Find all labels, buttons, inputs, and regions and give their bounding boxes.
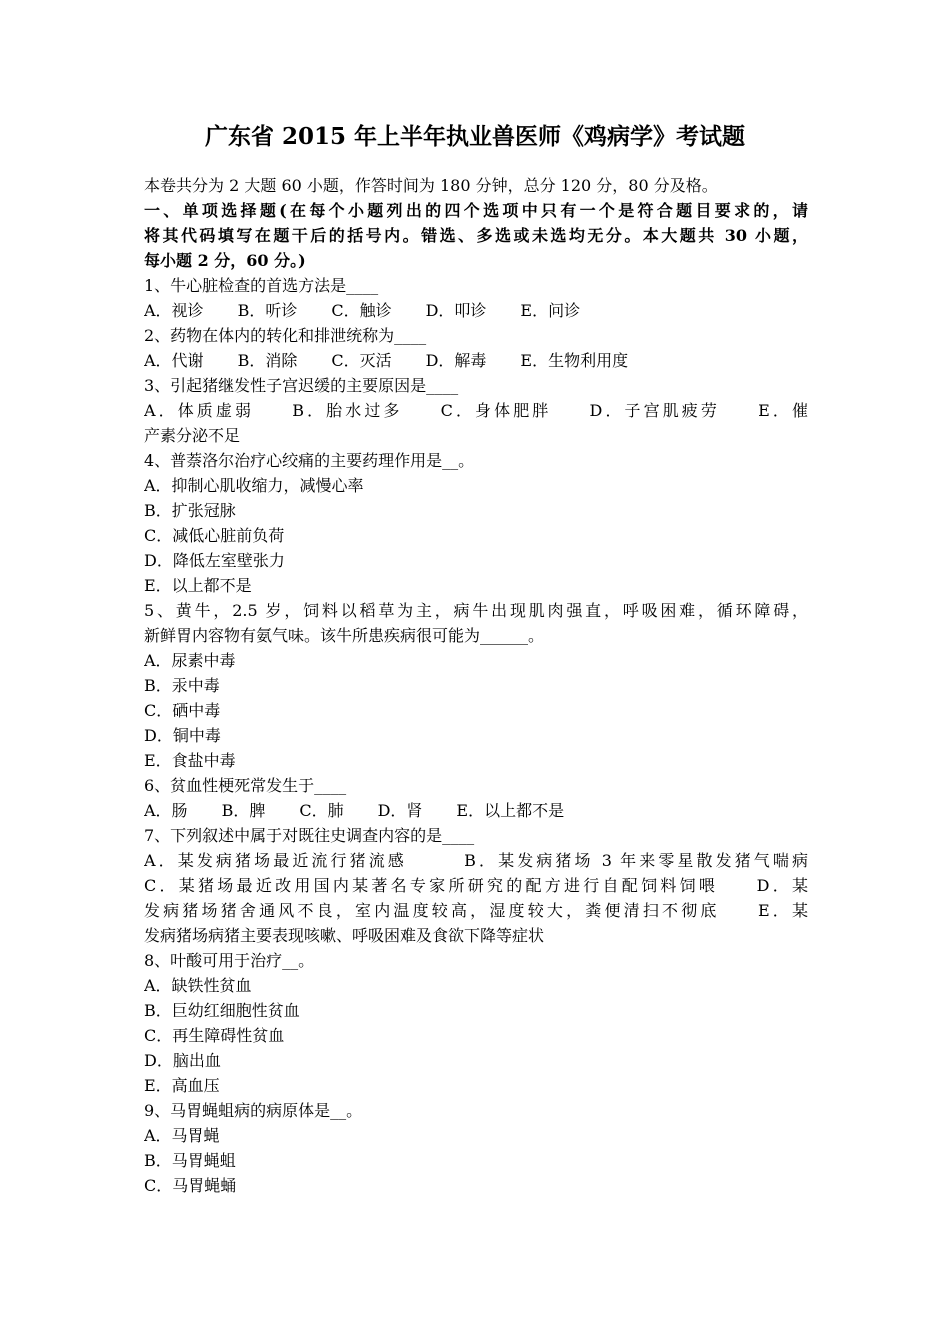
- option-c: C．触诊: [331, 301, 392, 320]
- question-4-option-b: B．扩张冠脉: [144, 501, 236, 520]
- question-4-option-c: C．减低心脏前负荷: [144, 526, 285, 545]
- option-b: B．脾: [221, 801, 266, 820]
- question-8-option-c: C．再生障碍性贫血: [144, 1026, 285, 1045]
- question-1-stem: 1、牛心脏检查的首选方法是____: [144, 276, 379, 295]
- option-d: D．解毒: [425, 351, 487, 370]
- question-8-option-d: D．脑出血: [144, 1051, 221, 1070]
- section-heading-line-2: 将其代码填写在题干后的括号内。错选、多选或未选均无分。本大题共 30 小题，: [144, 226, 808, 245]
- question-9-stem: 9、马胃蝇蛆病的病原体是__。: [144, 1101, 363, 1120]
- option-b: B．消除: [237, 351, 298, 370]
- question-6-stem: 6、贫血性梗死常发生于____: [144, 776, 347, 795]
- question-5-option-d: D．铜中毒: [144, 726, 221, 745]
- document-body: [144, 173, 808, 1198]
- question-7-options-line-4: 发病猪场病猪主要表现咳嗽、呼吸困难及食欲下降等症状: [144, 926, 545, 945]
- question-3-options-line-2: 产素分泌不足: [144, 426, 241, 445]
- question-6-options: [144, 798, 808, 823]
- question-7-options-line-1: A．某发病猪场最近流行猪流感 B．某发病猪场 3 年来零星散发猪气喘病: [144, 851, 808, 870]
- question-4-option-e: E．以上都不是: [144, 576, 252, 595]
- question-3-stem: 3、引起猪继发性子宫迟缓的主要原因是____: [144, 376, 459, 395]
- option-c: C．灭活: [331, 351, 392, 370]
- question-5-option-a: A．尿素中毒: [144, 651, 236, 670]
- option-b: B．听诊: [237, 301, 298, 320]
- question-4-option-d: D．降低左室壁张力: [144, 551, 285, 570]
- question-2-stem: 2、药物在体内的转化和排泄统称为____: [144, 326, 427, 345]
- question-9-option-b: B．马胃蝇蛆: [144, 1151, 236, 1170]
- question-4-stem: 4、普萘洛尔治疗心绞痛的主要药理作用是__。: [144, 451, 475, 470]
- question-9-option-a: A．马胃蝇: [144, 1126, 220, 1145]
- section-heading-line-3: 每小题 2 分，60 分。): [144, 251, 306, 270]
- question-7-options-line-2: C．某猪场最近改用国内某著名专家所研究的配方进行自配饲料饲喂 D．某: [144, 876, 808, 895]
- option-e: E．问诊: [520, 301, 581, 320]
- question-1-options: [144, 298, 808, 323]
- option-e: E．以上都不是: [456, 801, 565, 820]
- option-d: D．叩诊: [425, 301, 487, 320]
- question-4-option-a: A．抑制心肌收缩力，减慢心率: [144, 476, 364, 495]
- question-8-option-b: B．巨幼红细胞性贫血: [144, 1001, 300, 1020]
- question-5-stem-line-1: 5、黄牛，2.5 岁，饲料以稻草为主，病牛出现肌肉强直，呼吸困难，循环障碍，: [144, 601, 808, 620]
- question-7-stem: 7、下列叙述中属于对既往史调查内容的是____: [144, 826, 475, 845]
- option-a: A．视诊: [144, 301, 204, 320]
- question-8-option-a: A．缺铁性贫血: [144, 976, 252, 995]
- page-title: 广东省 2015 年上半年执业兽医师《鸡病学》考试题: [204, 123, 746, 150]
- question-5-option-c: C．硒中毒: [144, 701, 221, 720]
- option-a: A．肠: [144, 801, 188, 820]
- question-5-option-b: B．汞中毒: [144, 676, 220, 695]
- question-9-option-c: C．马胃蝇蛹: [144, 1176, 237, 1195]
- option-e: E．生物利用度: [520, 351, 629, 370]
- question-2-options: [144, 348, 808, 373]
- question-8-stem: 8、叶酸可用于治疗__。: [144, 951, 315, 970]
- option-c: C．肺: [299, 801, 344, 820]
- section-heading-line-1: 一、单项选择题(在每个小题列出的四个选项中只有一个是符合题目要求的，请: [144, 201, 808, 220]
- question-3-options-line-1: A．体质虚弱 B．胎水过多 C．身体肥胖 D．子宫肌疲劳 E．催: [144, 401, 808, 420]
- option-a: A．代谢: [144, 351, 204, 370]
- question-5-option-e: E．食盐中毒: [144, 751, 236, 770]
- intro-text: 本卷共分为 2 大题 60 小题，作答时间为 180 分钟，总分 120 分，80 分及格。: [144, 176, 718, 195]
- question-5-stem-line-2: 新鲜胃内容物有氨气味。该牛所患疾病很可能为______。: [144, 626, 545, 645]
- question-7-options-line-3: 发病猪场猪舍通风不良，室内温度较高，湿度较大，粪便清扫不彻底 E．某: [144, 901, 808, 920]
- question-8-option-e: E．高血压: [144, 1076, 220, 1095]
- option-d: D．肾: [377, 801, 423, 820]
